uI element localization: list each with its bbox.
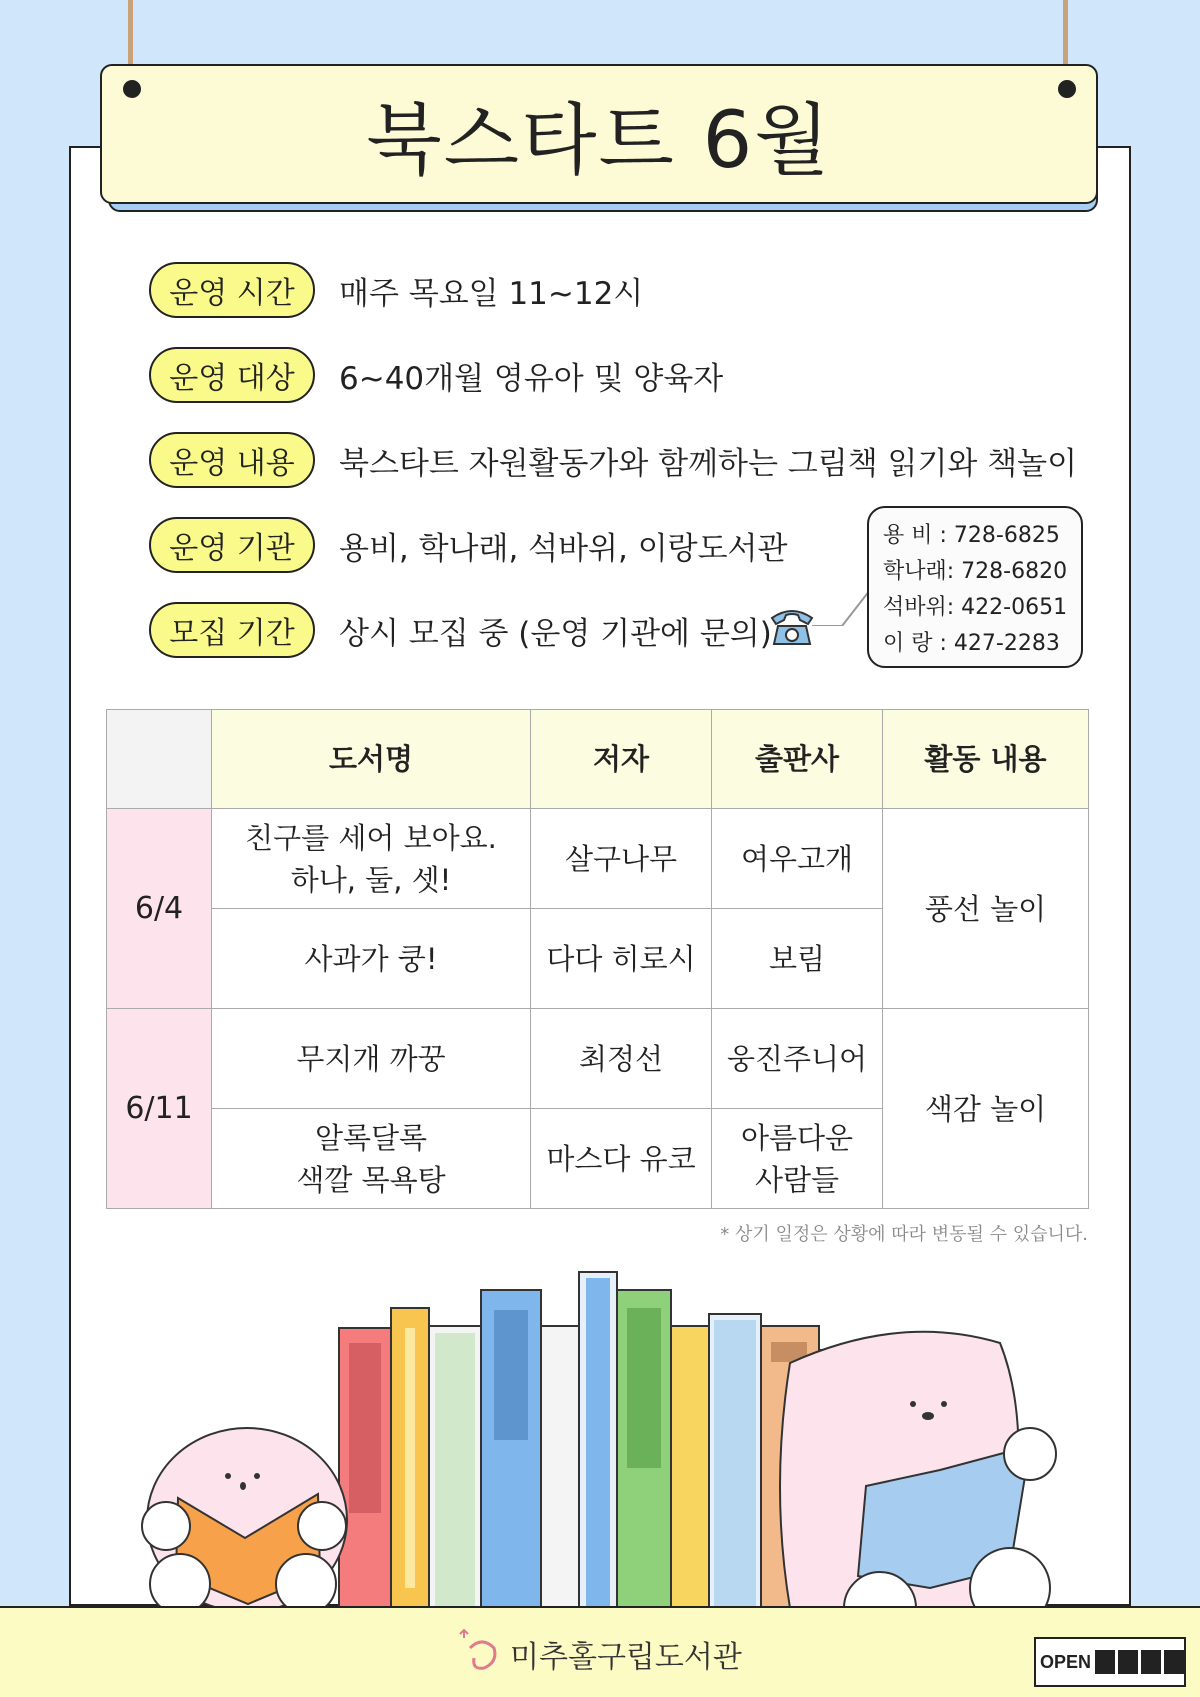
schedule-table xyxy=(106,709,1089,1209)
contact-line: 학나래: 728-6820 xyxy=(883,559,1068,584)
author-cell: 다다 히로시 xyxy=(531,909,712,1009)
publisher-cell xyxy=(712,1109,883,1209)
board-hole-left xyxy=(123,80,141,98)
table-corner-cell xyxy=(107,710,212,809)
column-header: 저자 xyxy=(531,710,712,809)
telephone-icon xyxy=(768,604,816,648)
book-title-cell: 사과가 쿵! xyxy=(212,909,531,1009)
library-logo-icon xyxy=(450,1628,510,1674)
info-value: 상시 모집 중 (운영 기관에 문의) xyxy=(339,615,772,652)
schedule-note: * 상기 일정은 상황에 따라 변동될 수 있습니다. xyxy=(720,1224,1088,1245)
info-value: 6~40개월 영유아 및 양육자 xyxy=(339,360,724,397)
author-cell: 마스다 유코 xyxy=(531,1109,712,1209)
column-header: 활동 내용 xyxy=(883,710,1089,809)
contact-connector xyxy=(812,586,870,626)
library-name: 미추홀구립도서관 xyxy=(510,1640,742,1675)
date-cell: 6/11 xyxy=(107,1009,212,1209)
books-illustration xyxy=(0,1258,1200,1618)
book-title-cell xyxy=(212,809,531,909)
publisher-cell: 여우고개 xyxy=(712,809,883,909)
info-row-institution xyxy=(149,516,787,574)
table-row xyxy=(107,1009,1089,1109)
book-title-line: 친구를 세어 보아요. xyxy=(245,820,497,855)
license-icon xyxy=(1164,1650,1184,1674)
contact-line: 이 랑 : 427-2283 xyxy=(883,631,1060,656)
info-label-pill: 운영 시간 xyxy=(149,262,315,318)
contact-box xyxy=(867,506,1083,668)
info-label-pill: 운영 내용 xyxy=(149,432,315,488)
license-icons xyxy=(1095,1650,1184,1674)
open-badge-text: OPEN xyxy=(1040,1651,1092,1672)
info-row-hours xyxy=(149,261,643,319)
book-title-line: 색깔 목욕탕 xyxy=(296,1162,446,1197)
info-label-pill: 운영 대상 xyxy=(149,347,315,403)
date-cell: 6/4 xyxy=(107,809,212,1009)
license-icon xyxy=(1095,1650,1115,1674)
info-value: 매주 목요일 11~12시 xyxy=(339,275,644,312)
contact-line: 용 비 : 728-6825 xyxy=(883,523,1060,548)
author-cell: 살구나무 xyxy=(531,809,712,909)
info-row-target xyxy=(149,346,723,404)
info-value: 북스타트 자원활동가와 함께하는 그림책 읽기와 책놀이 xyxy=(339,445,1078,482)
column-header: 도서명 xyxy=(212,710,531,809)
book-title-line: 하나, 둘, 셋! xyxy=(290,862,452,897)
info-row-recruitment xyxy=(149,601,772,659)
info-label-pill: 모집 기간 xyxy=(149,602,315,658)
activity-cell: 색감 놀이 xyxy=(883,1009,1089,1209)
info-label-pill: 운영 기관 xyxy=(149,517,315,573)
book-title-cell: 무지개 까꿍 xyxy=(212,1009,531,1109)
title-board xyxy=(100,64,1098,204)
board-hole-right xyxy=(1058,80,1076,98)
license-icon xyxy=(1141,1650,1161,1674)
publisher-cell: 웅진주니어 xyxy=(712,1009,883,1109)
publisher-line: 사람들 xyxy=(754,1162,840,1197)
info-row-content xyxy=(149,431,1077,489)
activity-cell: 풍선 놀이 xyxy=(883,809,1089,1009)
table-header-row xyxy=(107,710,1089,809)
license-icon xyxy=(1118,1650,1138,1674)
table-row xyxy=(107,809,1089,909)
book-title-line: 알록달록 xyxy=(314,1120,428,1155)
author-cell: 최정선 xyxy=(531,1009,712,1109)
info-value: 용비, 학나래, 석바위, 이랑도서관 xyxy=(339,530,788,567)
book-title-cell xyxy=(212,1109,531,1209)
publisher-line: 아름다운 xyxy=(740,1120,854,1155)
publisher-cell: 보림 xyxy=(712,909,883,1009)
column-header: 출판사 xyxy=(712,710,883,809)
page-title: 북스타트 6월 xyxy=(366,96,832,186)
open-license-badge xyxy=(1034,1637,1186,1687)
contact-line: 석바위: 422-0651 xyxy=(883,595,1068,620)
